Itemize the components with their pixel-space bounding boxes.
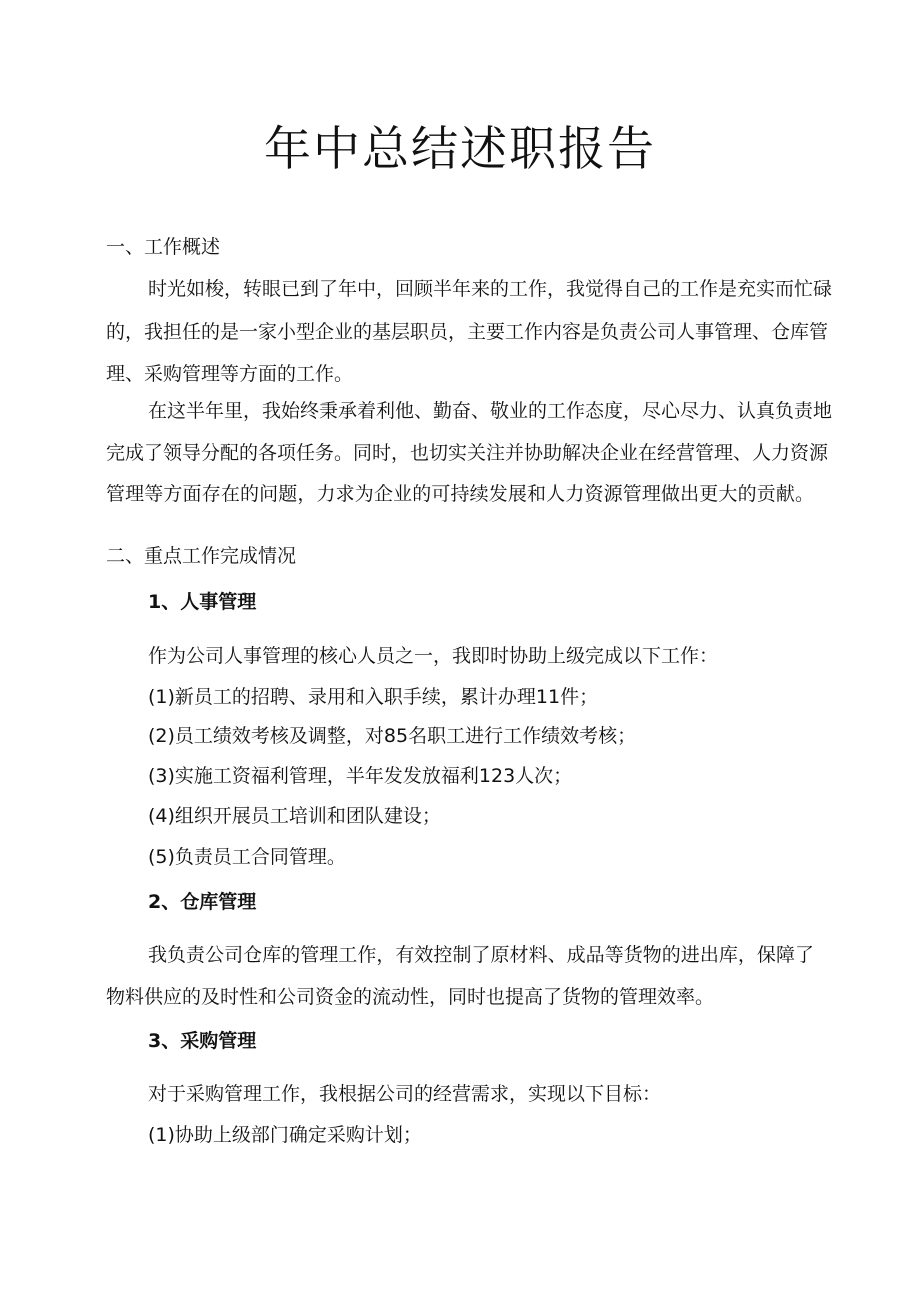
overview-paragraph-1-line-1: 时光如梭，转眼已到了年中，回顾半年来的工作，我觉得自己的工作是充实而忙碌 <box>148 278 833 300</box>
subheading-warehouse-management: 2、仓库管理 <box>148 891 257 913</box>
overview-paragraph-2-line-2: 完成了领导分配的各项任务。同时，也切实关注并协助解决企业在经营管理、人力资源 <box>106 442 829 464</box>
section-heading-key-work: 二、重点工作完成情况 <box>106 545 297 567</box>
hr-item-5: (5)负责员工合同管理。 <box>148 846 346 868</box>
overview-paragraph-2-line-1: 在这半年里，我始终秉承着利他、勤奋、敬业的工作态度，尽心尽力、认真负责地 <box>148 400 833 422</box>
document-title: 年中总结述职报告 <box>264 122 656 177</box>
warehouse-paragraph-line-2: 物料供应的及时性和公司资金的流动性，同时也提高了货物的管理效率。 <box>106 986 715 1008</box>
overview-paragraph-2-line-3: 管理等方面存在的问题，力求为企业的可持续发展和人力资源管理做出更大的贡献。 <box>106 483 814 505</box>
purchasing-item-1: (1)协助上级部门确定采购计划； <box>148 1124 422 1146</box>
hr-item-3: (3)实施工资福利管理，半年发发放福利123人次； <box>148 765 573 787</box>
subheading-hr-management: 1、人事管理 <box>148 591 257 613</box>
hr-item-1: (1)新员工的招聘、录用和入职手续，累计办理11件； <box>148 686 599 708</box>
subheading-purchasing-management: 3、采购管理 <box>148 1030 257 1052</box>
section-heading-overview: 一、工作概述 <box>106 236 221 258</box>
warehouse-paragraph-line-1: 我负责公司仓库的管理工作，有效控制了原材料、成品等货物的进出库，保障了 <box>148 944 814 966</box>
hr-intro: 作为公司人事管理的核心人员之一，我即时协助上级完成以下工作： <box>148 645 719 667</box>
hr-item-4: (4)组织开展员工培训和团队建设； <box>148 805 441 827</box>
purchasing-intro: 对于采购管理工作，我根据公司的经营需求，实现以下目标： <box>148 1083 662 1105</box>
overview-paragraph-1-line-3: 理、采购管理等方面的工作。 <box>106 363 354 385</box>
overview-paragraph-1-line-2: 的，我担任的是一家小型企业的基层职员，主要工作内容是负责公司人事管理、仓库管 <box>106 321 829 343</box>
hr-item-2: (2)员工绩效考核及调整，对85名职工进行工作绩效考核； <box>148 725 637 747</box>
